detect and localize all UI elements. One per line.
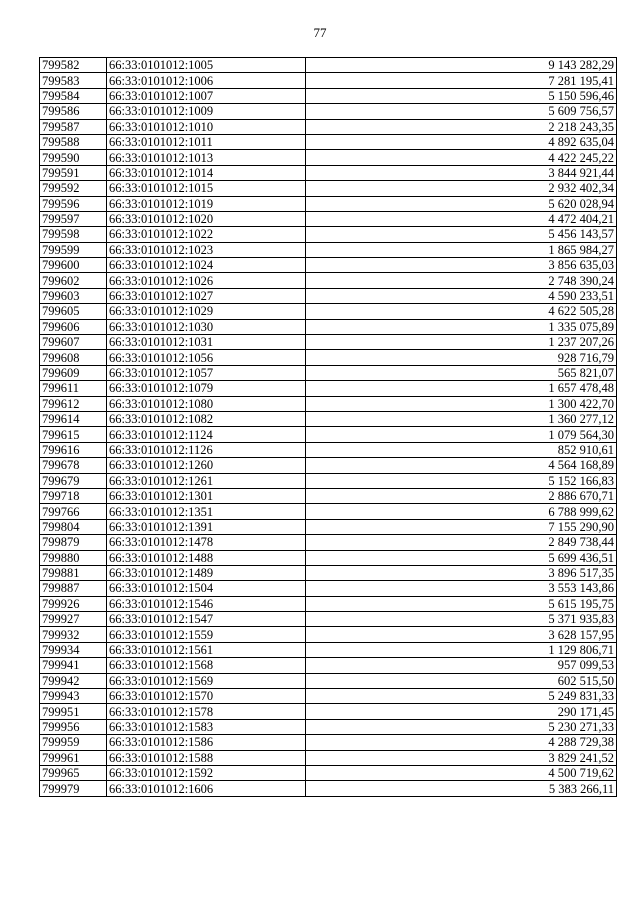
record-id-cell: 799588 bbox=[40, 134, 107, 149]
record-id-cell: 799583 bbox=[40, 73, 107, 88]
record-id-cell: 799611 bbox=[40, 381, 107, 396]
record-id-cell: 799598 bbox=[40, 227, 107, 242]
table-row bbox=[40, 58, 617, 73]
cadastral-value-cell: 3 896 517,35 bbox=[306, 565, 617, 580]
cadastral-number-cell: 66:33:0101012:1023 bbox=[107, 242, 306, 257]
cadastral-value-table bbox=[39, 57, 617, 797]
cadastral-number-cell: 66:33:0101012:1351 bbox=[107, 504, 306, 519]
cadastral-number-cell: 66:33:0101012:1026 bbox=[107, 273, 306, 288]
cadastral-value-cell: 2 218 243,35 bbox=[306, 119, 617, 134]
cadastral-number-cell: 66:33:0101012:1082 bbox=[107, 411, 306, 426]
cadastral-number-cell: 66:33:0101012:1478 bbox=[107, 535, 306, 550]
table-row bbox=[40, 519, 617, 534]
cadastral-number-cell: 66:33:0101012:1391 bbox=[107, 519, 306, 534]
table-row bbox=[40, 673, 617, 688]
record-id-cell: 799587 bbox=[40, 119, 107, 134]
table-row bbox=[40, 381, 617, 396]
cadastral-value-cell: 957 099,53 bbox=[306, 658, 617, 673]
cadastral-value-cell: 2 849 738,44 bbox=[306, 535, 617, 550]
cadastral-number-cell: 66:33:0101012:1014 bbox=[107, 165, 306, 180]
cadastral-number-cell: 66:33:0101012:1079 bbox=[107, 381, 306, 396]
cadastral-number-cell: 66:33:0101012:1056 bbox=[107, 350, 306, 365]
table-row bbox=[40, 319, 617, 334]
cadastral-value-cell: 2 932 402,34 bbox=[306, 181, 617, 196]
table-row bbox=[40, 165, 617, 180]
cadastral-value-cell: 2 886 670,71 bbox=[306, 488, 617, 503]
table-row bbox=[40, 458, 617, 473]
record-id-cell: 799881 bbox=[40, 565, 107, 580]
cadastral-number-cell: 66:33:0101012:1261 bbox=[107, 473, 306, 488]
record-id-cell: 799586 bbox=[40, 104, 107, 119]
cadastral-value-cell: 290 171,45 bbox=[306, 704, 617, 719]
record-id-cell: 799615 bbox=[40, 427, 107, 442]
table-row bbox=[40, 227, 617, 242]
cadastral-number-cell: 66:33:0101012:1504 bbox=[107, 581, 306, 596]
cadastral-number-cell: 66:33:0101012:1578 bbox=[107, 704, 306, 719]
table-row bbox=[40, 689, 617, 704]
cadastral-number-cell: 66:33:0101012:1586 bbox=[107, 735, 306, 750]
cadastral-number-cell: 66:33:0101012:1569 bbox=[107, 673, 306, 688]
cadastral-value-cell: 3 553 143,86 bbox=[306, 581, 617, 596]
cadastral-value-cell: 7 155 290,90 bbox=[306, 519, 617, 534]
table-row bbox=[40, 350, 617, 365]
table-row bbox=[40, 150, 617, 165]
cadastral-value-cell: 9 143 282,29 bbox=[306, 58, 617, 73]
cadastral-number-cell: 66:33:0101012:1029 bbox=[107, 304, 306, 319]
cadastral-number-cell: 66:33:0101012:1546 bbox=[107, 596, 306, 611]
cadastral-value-cell: 5 615 195,75 bbox=[306, 596, 617, 611]
cadastral-number-cell: 66:33:0101012:1301 bbox=[107, 488, 306, 503]
record-id-cell: 799614 bbox=[40, 411, 107, 426]
table-row bbox=[40, 781, 617, 796]
record-id-cell: 799927 bbox=[40, 612, 107, 627]
record-id-cell: 799599 bbox=[40, 242, 107, 257]
cadastral-value-cell: 3 628 157,95 bbox=[306, 627, 617, 642]
cadastral-value-cell: 1 360 277,12 bbox=[306, 411, 617, 426]
record-id-cell: 799943 bbox=[40, 689, 107, 704]
cadastral-value-cell: 5 249 831,33 bbox=[306, 689, 617, 704]
cadastral-value-cell: 4 892 635,04 bbox=[306, 134, 617, 149]
cadastral-value-cell: 5 230 271,33 bbox=[306, 719, 617, 734]
table-row bbox=[40, 596, 617, 611]
cadastral-value-cell: 1 300 422,70 bbox=[306, 396, 617, 411]
table-row bbox=[40, 735, 617, 750]
cadastral-number-cell: 66:33:0101012:1007 bbox=[107, 88, 306, 103]
cadastral-value-cell: 5 699 436,51 bbox=[306, 550, 617, 565]
record-id-cell: 799590 bbox=[40, 150, 107, 165]
cadastral-value-cell: 2 748 390,24 bbox=[306, 273, 617, 288]
cadastral-number-cell: 66:33:0101012:1006 bbox=[107, 73, 306, 88]
record-id-cell: 799591 bbox=[40, 165, 107, 180]
record-id-cell: 799887 bbox=[40, 581, 107, 596]
cadastral-value-cell: 928 716,79 bbox=[306, 350, 617, 365]
table-row bbox=[40, 565, 617, 580]
record-id-cell: 799606 bbox=[40, 319, 107, 334]
table-row bbox=[40, 181, 617, 196]
cadastral-value-cell: 5 152 166,83 bbox=[306, 473, 617, 488]
table-row bbox=[40, 535, 617, 550]
cadastral-value-cell: 3 856 635,03 bbox=[306, 258, 617, 273]
cadastral-number-cell: 66:33:0101012:1568 bbox=[107, 658, 306, 673]
cadastral-number-cell: 66:33:0101012:1013 bbox=[107, 150, 306, 165]
cadastral-number-cell: 66:33:0101012:1260 bbox=[107, 458, 306, 473]
table-row bbox=[40, 242, 617, 257]
record-id-cell: 799965 bbox=[40, 765, 107, 780]
cadastral-number-cell: 66:33:0101012:1011 bbox=[107, 134, 306, 149]
table-row bbox=[40, 73, 617, 88]
cadastral-value-cell: 1 657 478,48 bbox=[306, 381, 617, 396]
cadastral-number-cell: 66:33:0101012:1570 bbox=[107, 689, 306, 704]
record-id-cell: 799602 bbox=[40, 273, 107, 288]
table-row bbox=[40, 211, 617, 226]
cadastral-number-cell: 66:33:0101012:1080 bbox=[107, 396, 306, 411]
record-id-cell: 799612 bbox=[40, 396, 107, 411]
record-id-cell: 799934 bbox=[40, 642, 107, 657]
record-id-cell: 799941 bbox=[40, 658, 107, 673]
cadastral-number-cell: 66:33:0101012:1124 bbox=[107, 427, 306, 442]
cadastral-number-cell: 66:33:0101012:1009 bbox=[107, 104, 306, 119]
table-row bbox=[40, 488, 617, 503]
table-row bbox=[40, 581, 617, 596]
table-row bbox=[40, 273, 617, 288]
record-id-cell: 799605 bbox=[40, 304, 107, 319]
table-row bbox=[40, 719, 617, 734]
cadastral-number-cell: 66:33:0101012:1019 bbox=[107, 196, 306, 211]
cadastral-number-cell: 66:33:0101012:1005 bbox=[107, 58, 306, 73]
cadastral-number-cell: 66:33:0101012:1024 bbox=[107, 258, 306, 273]
cadastral-number-cell: 66:33:0101012:1057 bbox=[107, 365, 306, 380]
table-row bbox=[40, 119, 617, 134]
cadastral-value-cell: 4 422 245,22 bbox=[306, 150, 617, 165]
record-id-cell: 799956 bbox=[40, 719, 107, 734]
cadastral-value-cell: 602 515,50 bbox=[306, 673, 617, 688]
record-id-cell: 799961 bbox=[40, 750, 107, 765]
cadastral-number-cell: 66:33:0101012:1030 bbox=[107, 319, 306, 334]
cadastral-value-cell: 7 281 195,41 bbox=[306, 73, 617, 88]
table-row bbox=[40, 612, 617, 627]
table-row bbox=[40, 288, 617, 303]
cadastral-value-cell: 3 844 921,44 bbox=[306, 165, 617, 180]
record-id-cell: 799679 bbox=[40, 473, 107, 488]
table-row bbox=[40, 196, 617, 211]
table-row bbox=[40, 411, 617, 426]
table-row bbox=[40, 134, 617, 149]
cadastral-number-cell: 66:33:0101012:1489 bbox=[107, 565, 306, 580]
cadastral-number-cell: 66:33:0101012:1583 bbox=[107, 719, 306, 734]
table-row bbox=[40, 627, 617, 642]
cadastral-number-cell: 66:33:0101012:1488 bbox=[107, 550, 306, 565]
record-id-cell: 799766 bbox=[40, 504, 107, 519]
cadastral-value-cell: 3 829 241,52 bbox=[306, 750, 617, 765]
table-row bbox=[40, 88, 617, 103]
cadastral-value-cell: 5 383 266,11 bbox=[306, 781, 617, 796]
cadastral-number-cell: 66:33:0101012:1547 bbox=[107, 612, 306, 627]
table-row bbox=[40, 396, 617, 411]
cadastral-value-cell: 5 150 596,46 bbox=[306, 88, 617, 103]
cadastral-value-cell: 565 821,07 bbox=[306, 365, 617, 380]
table-row bbox=[40, 750, 617, 765]
record-id-cell: 799951 bbox=[40, 704, 107, 719]
page-number: 77 bbox=[313, 25, 327, 40]
cadastral-value-cell: 4 622 505,28 bbox=[306, 304, 617, 319]
table-row bbox=[40, 258, 617, 273]
cadastral-value-cell: 1 237 207,26 bbox=[306, 335, 617, 350]
record-id-cell: 799600 bbox=[40, 258, 107, 273]
record-id-cell: 799932 bbox=[40, 627, 107, 642]
cadastral-value-cell: 5 371 935,83 bbox=[306, 612, 617, 627]
cadastral-value-cell: 1 865 984,27 bbox=[306, 242, 617, 257]
cadastral-value-cell: 4 500 719,62 bbox=[306, 765, 617, 780]
record-id-cell: 799609 bbox=[40, 365, 107, 380]
record-id-cell: 799608 bbox=[40, 350, 107, 365]
table-row bbox=[40, 442, 617, 457]
cadastral-number-cell: 66:33:0101012:1606 bbox=[107, 781, 306, 796]
record-id-cell: 799942 bbox=[40, 673, 107, 688]
record-id-cell: 799603 bbox=[40, 288, 107, 303]
cadastral-value-cell: 5 620 028,94 bbox=[306, 196, 617, 211]
table-row bbox=[40, 504, 617, 519]
table-row bbox=[40, 304, 617, 319]
record-id-cell: 799597 bbox=[40, 211, 107, 226]
cadastral-value-cell: 5 456 143,57 bbox=[306, 227, 617, 242]
table-row bbox=[40, 642, 617, 657]
record-id-cell: 799979 bbox=[40, 781, 107, 796]
table-row bbox=[40, 473, 617, 488]
record-id-cell: 799582 bbox=[40, 58, 107, 73]
record-id-cell: 799596 bbox=[40, 196, 107, 211]
record-id-cell: 799678 bbox=[40, 458, 107, 473]
cadastral-number-cell: 66:33:0101012:1126 bbox=[107, 442, 306, 457]
record-id-cell: 799616 bbox=[40, 442, 107, 457]
cadastral-value-cell: 5 609 756,57 bbox=[306, 104, 617, 119]
table-row bbox=[40, 104, 617, 119]
cadastral-number-cell: 66:33:0101012:1561 bbox=[107, 642, 306, 657]
cadastral-value-cell: 4 472 404,21 bbox=[306, 211, 617, 226]
cadastral-number-cell: 66:33:0101012:1027 bbox=[107, 288, 306, 303]
table-row bbox=[40, 365, 617, 380]
table-row bbox=[40, 550, 617, 565]
table-row bbox=[40, 427, 617, 442]
table-body bbox=[40, 58, 617, 797]
cadastral-number-cell: 66:33:0101012:1559 bbox=[107, 627, 306, 642]
record-id-cell: 799592 bbox=[40, 181, 107, 196]
cadastral-value-cell: 4 288 729,38 bbox=[306, 735, 617, 750]
record-id-cell: 799718 bbox=[40, 488, 107, 503]
cadastral-number-cell: 66:33:0101012:1592 bbox=[107, 765, 306, 780]
cadastral-value-cell: 1 079 564,30 bbox=[306, 427, 617, 442]
cadastral-number-cell: 66:33:0101012:1031 bbox=[107, 335, 306, 350]
record-id-cell: 799880 bbox=[40, 550, 107, 565]
cadastral-number-cell: 66:33:0101012:1022 bbox=[107, 227, 306, 242]
cadastral-value-cell: 1 129 806,71 bbox=[306, 642, 617, 657]
cadastral-number-cell: 66:33:0101012:1588 bbox=[107, 750, 306, 765]
record-id-cell: 799584 bbox=[40, 88, 107, 103]
table-row bbox=[40, 765, 617, 780]
cadastral-value-cell: 4 590 233,51 bbox=[306, 288, 617, 303]
cadastral-value-cell: 4 564 168,89 bbox=[306, 458, 617, 473]
record-id-cell: 799879 bbox=[40, 535, 107, 550]
cadastral-number-cell: 66:33:0101012:1020 bbox=[107, 211, 306, 226]
cadastral-value-cell: 6 788 999,62 bbox=[306, 504, 617, 519]
table-row bbox=[40, 704, 617, 719]
record-id-cell: 799959 bbox=[40, 735, 107, 750]
cadastral-number-cell: 66:33:0101012:1015 bbox=[107, 181, 306, 196]
table-row bbox=[40, 335, 617, 350]
cadastral-value-cell: 1 335 075,89 bbox=[306, 319, 617, 334]
cadastral-number-cell: 66:33:0101012:1010 bbox=[107, 119, 306, 134]
record-id-cell: 799804 bbox=[40, 519, 107, 534]
cadastral-value-cell: 852 910,61 bbox=[306, 442, 617, 457]
table-row bbox=[40, 658, 617, 673]
record-id-cell: 799926 bbox=[40, 596, 107, 611]
record-id-cell: 799607 bbox=[40, 335, 107, 350]
